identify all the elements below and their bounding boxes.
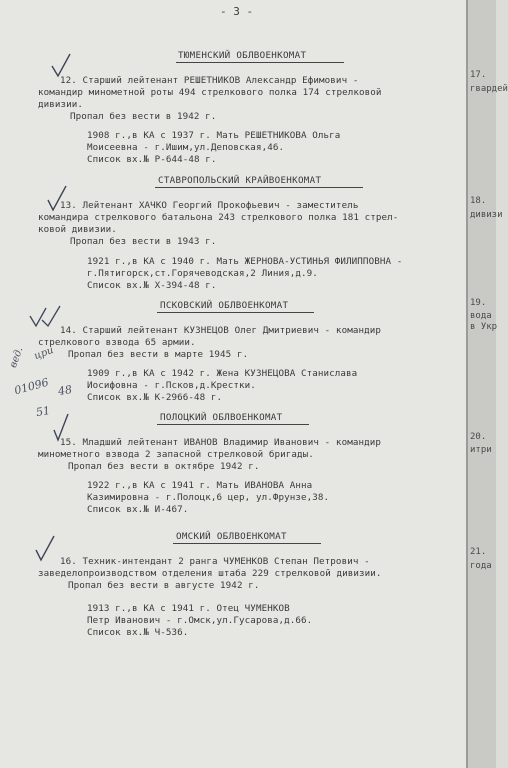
record-line: стрелкового взвода 65 армии. [38, 337, 196, 348]
checkmark-icon [50, 52, 72, 78]
record-line: Иосифовна - г.Псков,д.Крестки. [87, 380, 256, 391]
record-line: командира стрелкового батальона 243 стрелкового полка 181 стрел- [38, 212, 399, 223]
header-underline [155, 187, 363, 188]
record-line: Пропал без вести в 1942 г. [70, 111, 217, 122]
handwritten-note: 51 [34, 403, 52, 420]
checkmark-icon [34, 534, 56, 562]
record-line: 1913 г.,в КА с 1941 г. Отец ЧУМЕНКОВ [87, 603, 290, 614]
record-line: 15. Младший лейтенант ИВАНОВ Владимир Иванович - командир [60, 437, 381, 448]
adjacent-page-text: 19. [470, 298, 487, 308]
record-line: дивизии. [38, 99, 84, 110]
record-line: 16. Техник-интендант 2 ранга ЧУМЕНКОВ Степан Петрович - [60, 556, 370, 567]
record-line: 1908 г.,в КА с 1937 г. Мать РЕШЕТНИКОВА Ольга [87, 130, 341, 141]
header-underline [157, 312, 314, 313]
adjacent-page-text: в Укр [470, 322, 498, 332]
adjacent-page-text: года [470, 561, 492, 571]
header-underline [176, 62, 344, 63]
section-header: ПОЛОЦКИЙ ОБЛВОЕНКОМАТ [160, 412, 283, 423]
header-underline [157, 424, 309, 425]
record-line: 1909 г.,в КА с 1942 г. Жена КУЗНЕЦОВА Станислава [87, 368, 358, 379]
record-line: 14. Старший лейтенант КУЗНЕЦОВ Олег Дмитриевич - командир [60, 325, 381, 336]
record-line: заведелопроизводством отделения штаба 229 стрелковой дивизии. [38, 568, 382, 579]
handwritten-note: вед. [7, 345, 26, 370]
adjacent-page-text: дивизи [470, 210, 503, 220]
adjacent-page-text: вода [470, 311, 492, 321]
record-line: Пропал без вести в октябре 1942 г. [68, 461, 260, 472]
adjacent-page-text: итри [470, 445, 492, 455]
handwritten-note: цри [32, 344, 56, 363]
record-line: Список вх.№ И-467. [87, 504, 189, 515]
section-header: ТЮМЕНСКИЙ ОБЛВОЕНКОМАТ [178, 50, 307, 61]
adjacent-page-text: 21. [470, 547, 487, 557]
record-line: ковой дивизии. [38, 224, 117, 235]
record-line: 13. Лейтенант ХАЧКО Георгий Прокофьевич - заместитель [60, 200, 359, 211]
record-line: г.Пятигорск,ст.Горячеводская,2 Линия,д.9. [87, 268, 318, 279]
page-number: - 3 - [220, 5, 254, 18]
section-header: ПСКОВСКИЙ ОБЛВОЕНКОМАТ [160, 300, 289, 311]
record-line: Моисеевна - г.Ишим,ул.Деповская,46. [87, 142, 285, 153]
section-header: СТАВРОПОЛЬСКИЙ КРАЙВОЕНКОМАТ [158, 175, 322, 186]
record-line: Петр Иванович - г.Омск,ул.Гусарова,д.66. [87, 615, 313, 626]
checkmark-icon [28, 304, 62, 330]
record-line: Пропал без вести в марте 1945 г. [68, 349, 249, 360]
record-line: Казимировна - г.Полоцк,6 цер, ул.Фрунзе,38. [87, 492, 330, 503]
adjacent-page-strip [466, 0, 496, 768]
checkmark-icon [46, 184, 68, 212]
handwritten-note: 48 [56, 382, 74, 399]
handwritten-note: 01096 [12, 375, 51, 398]
adjacent-page-text: 17. [470, 70, 487, 80]
record-line: 1922 г.,в КА с 1941 г. Мать ИВАНОВА Анна [87, 480, 313, 491]
record-line: 12. Старший лейтенант РЕШЕТНИКОВ Александр Ефимович - [60, 75, 359, 86]
record-line: минометного взвода 2 запасной стрелковой бригады. [38, 449, 314, 460]
record-line: Список вх.№ Ч-536. [87, 627, 189, 638]
adjacent-page-text: 20. [470, 432, 487, 442]
record-line: Пропал без вести в 1943 г. [70, 236, 217, 247]
record-line: Список вх.№ Р-644-48 г. [87, 154, 217, 165]
record-line: командир минометной роты 494 стрелкового полка 174 стрелковой [38, 87, 382, 98]
adjacent-page-text: 18. [470, 196, 487, 206]
header-underline [173, 543, 321, 544]
record-line: 1921 г.,в КА с 1940 г. Мать ЖЕРНОВА-УСТИНЬЯ ФИЛИППОВНА - [87, 256, 403, 267]
checkmark-icon [52, 412, 70, 442]
record-line: Список вх.№ К-2966-48 г. [87, 392, 223, 403]
adjacent-page-text: гвардей [470, 84, 508, 94]
section-header: ОМСКИЙ ОБЛВОЕНКОМАТ [176, 531, 287, 542]
record-line: Список вх.№ Х-394-48 г. [87, 280, 217, 291]
record-line: Пропал без вести в августе 1942 г. [68, 580, 260, 591]
